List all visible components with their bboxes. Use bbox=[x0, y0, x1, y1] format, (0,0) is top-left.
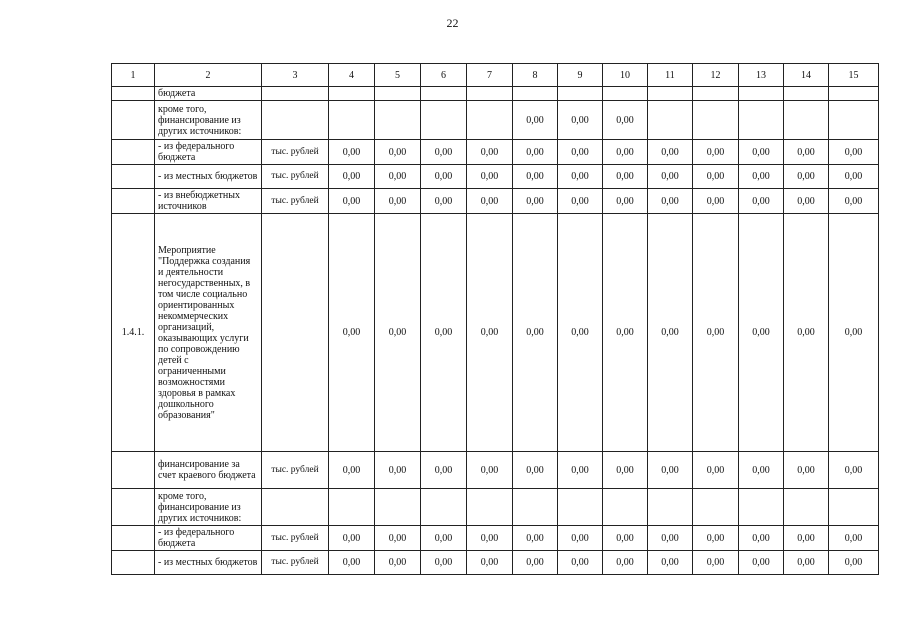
value-cell: 0,00 bbox=[693, 189, 739, 214]
value-cell bbox=[603, 87, 648, 101]
row-name: - из федерального бюджета bbox=[155, 526, 262, 551]
column-header: 4 bbox=[329, 64, 375, 87]
column-header: 6 bbox=[421, 64, 467, 87]
value-cell: 0,00 bbox=[513, 165, 558, 189]
table-row bbox=[112, 526, 879, 551]
value-cell: 0,00 bbox=[693, 165, 739, 189]
value-cell: 0,00 bbox=[558, 101, 603, 140]
value-cell: 0,00 bbox=[375, 140, 421, 165]
value-cell bbox=[558, 489, 603, 526]
row-number bbox=[112, 526, 155, 551]
value-cell: 0,00 bbox=[784, 165, 829, 189]
value-cell bbox=[693, 489, 739, 526]
row-unit bbox=[262, 214, 329, 452]
value-cell: 0,00 bbox=[375, 551, 421, 575]
row-name: финансирование за счет краевого бюджета bbox=[155, 452, 262, 489]
column-header: 7 bbox=[467, 64, 513, 87]
value-cell bbox=[558, 87, 603, 101]
value-cell: 0,00 bbox=[784, 551, 829, 575]
value-cell bbox=[829, 489, 879, 526]
row-number bbox=[112, 140, 155, 165]
value-cell: 0,00 bbox=[603, 551, 648, 575]
value-cell: 0,00 bbox=[693, 551, 739, 575]
value-cell bbox=[739, 489, 784, 526]
row-number bbox=[112, 189, 155, 214]
value-cell bbox=[648, 101, 693, 140]
column-header: 1 bbox=[112, 64, 155, 87]
value-cell bbox=[329, 489, 375, 526]
value-cell bbox=[329, 101, 375, 140]
row-unit bbox=[262, 87, 329, 101]
row-unit bbox=[262, 101, 329, 140]
value-cell: 0,00 bbox=[784, 526, 829, 551]
value-cell: 0,00 bbox=[467, 551, 513, 575]
value-cell: 0,00 bbox=[829, 140, 879, 165]
column-header: 5 bbox=[375, 64, 421, 87]
value-cell: 0,00 bbox=[603, 140, 648, 165]
value-cell: 0,00 bbox=[513, 551, 558, 575]
value-cell: 0,00 bbox=[558, 140, 603, 165]
column-header: 9 bbox=[558, 64, 603, 87]
value-cell: 0,00 bbox=[739, 189, 784, 214]
row-unit bbox=[262, 489, 329, 526]
table-row bbox=[112, 214, 879, 452]
table-row bbox=[112, 489, 879, 526]
column-header: 3 bbox=[262, 64, 329, 87]
table-row bbox=[112, 551, 879, 575]
value-cell bbox=[693, 101, 739, 140]
value-cell: 0,00 bbox=[693, 140, 739, 165]
value-cell: 0,00 bbox=[421, 452, 467, 489]
value-cell: 0,00 bbox=[329, 165, 375, 189]
value-cell bbox=[693, 87, 739, 101]
value-cell: 0,00 bbox=[558, 526, 603, 551]
value-cell: 0,00 bbox=[739, 551, 784, 575]
value-cell: 0,00 bbox=[829, 189, 879, 214]
value-cell: 0,00 bbox=[513, 526, 558, 551]
value-cell: 0,00 bbox=[375, 452, 421, 489]
value-cell: 0,00 bbox=[421, 526, 467, 551]
value-cell: 0,00 bbox=[421, 165, 467, 189]
value-cell: 0,00 bbox=[603, 452, 648, 489]
table-row bbox=[112, 165, 879, 189]
value-cell bbox=[739, 101, 784, 140]
value-cell: 0,00 bbox=[375, 165, 421, 189]
value-cell bbox=[784, 101, 829, 140]
row-name: кроме того, финансирование из других источников: bbox=[155, 101, 262, 140]
value-cell: 0,00 bbox=[513, 214, 558, 452]
value-cell: 0,00 bbox=[829, 165, 879, 189]
value-cell: 0,00 bbox=[603, 189, 648, 214]
column-header: 14 bbox=[784, 64, 829, 87]
row-name: - из федерального бюджета bbox=[155, 140, 262, 165]
value-cell: 0,00 bbox=[829, 214, 879, 452]
row-name: Мероприятие "Поддержка создания и деятельности негосударственных, в том числе социально ориентированных некоммерческих организаций, оказывающих услуги по сопровождению детей с ограниченными возможностями здоровья в рамках дошкольного образования" bbox=[155, 214, 262, 452]
value-cell: 0,00 bbox=[784, 189, 829, 214]
row-number bbox=[112, 452, 155, 489]
value-cell: 0,00 bbox=[513, 189, 558, 214]
value-cell: 0,00 bbox=[329, 214, 375, 452]
column-header: 11 bbox=[648, 64, 693, 87]
value-cell: 0,00 bbox=[467, 140, 513, 165]
value-cell: 0,00 bbox=[421, 140, 467, 165]
value-cell bbox=[329, 87, 375, 101]
row-number bbox=[112, 165, 155, 189]
value-cell bbox=[375, 489, 421, 526]
value-cell bbox=[467, 489, 513, 526]
row-name: - из местных бюджетов bbox=[155, 551, 262, 575]
value-cell: 0,00 bbox=[558, 551, 603, 575]
value-cell: 0,00 bbox=[421, 214, 467, 452]
table-row bbox=[112, 452, 879, 489]
value-cell: 0,00 bbox=[603, 526, 648, 551]
value-cell bbox=[739, 87, 784, 101]
value-cell: 0,00 bbox=[784, 140, 829, 165]
value-cell: 0,00 bbox=[329, 452, 375, 489]
value-cell: 0,00 bbox=[513, 140, 558, 165]
row-unit: тыс. рублей bbox=[262, 551, 329, 575]
row-unit: тыс. рублей bbox=[262, 165, 329, 189]
value-cell bbox=[784, 489, 829, 526]
row-number bbox=[112, 489, 155, 526]
column-header: 10 bbox=[603, 64, 648, 87]
row-name: - из местных бюджетов bbox=[155, 165, 262, 189]
value-cell bbox=[513, 489, 558, 526]
row-unit: тыс. рублей bbox=[262, 140, 329, 165]
value-cell: 0,00 bbox=[329, 526, 375, 551]
value-cell: 0,00 bbox=[739, 526, 784, 551]
value-cell: 0,00 bbox=[739, 452, 784, 489]
value-cell: 0,00 bbox=[693, 526, 739, 551]
value-cell: 0,00 bbox=[467, 214, 513, 452]
value-cell: 0,00 bbox=[739, 214, 784, 452]
value-cell: 0,00 bbox=[329, 551, 375, 575]
value-cell: 0,00 bbox=[829, 551, 879, 575]
value-cell: 0,00 bbox=[648, 165, 693, 189]
value-cell: 0,00 bbox=[467, 526, 513, 551]
column-header: 12 bbox=[693, 64, 739, 87]
table-row bbox=[112, 101, 879, 140]
value-cell bbox=[421, 489, 467, 526]
row-number: 1.4.1. bbox=[112, 214, 155, 452]
value-cell: 0,00 bbox=[648, 551, 693, 575]
value-cell bbox=[603, 489, 648, 526]
value-cell: 0,00 bbox=[739, 140, 784, 165]
value-cell: 0,00 bbox=[648, 526, 693, 551]
row-number bbox=[112, 551, 155, 575]
row-number bbox=[112, 101, 155, 140]
row-unit: тыс. рублей bbox=[262, 189, 329, 214]
value-cell bbox=[829, 87, 879, 101]
column-header: 15 bbox=[829, 64, 879, 87]
value-cell: 0,00 bbox=[648, 140, 693, 165]
table-row bbox=[112, 87, 879, 101]
value-cell: 0,00 bbox=[693, 214, 739, 452]
value-cell bbox=[421, 101, 467, 140]
value-cell bbox=[784, 87, 829, 101]
value-cell: 0,00 bbox=[421, 189, 467, 214]
value-cell bbox=[375, 87, 421, 101]
row-name: кроме того, финансирование из других источников: bbox=[155, 489, 262, 526]
value-cell: 0,00 bbox=[693, 452, 739, 489]
row-unit: тыс. рублей bbox=[262, 526, 329, 551]
value-cell bbox=[648, 87, 693, 101]
row-unit: тыс. рублей bbox=[262, 452, 329, 489]
value-cell: 0,00 bbox=[513, 101, 558, 140]
value-cell: 0,00 bbox=[784, 452, 829, 489]
column-header: 8 bbox=[513, 64, 558, 87]
value-cell: 0,00 bbox=[375, 526, 421, 551]
table-row bbox=[112, 140, 879, 165]
value-cell: 0,00 bbox=[784, 214, 829, 452]
value-cell: 0,00 bbox=[421, 551, 467, 575]
value-cell: 0,00 bbox=[829, 452, 879, 489]
value-cell: 0,00 bbox=[329, 140, 375, 165]
column-header: 2 bbox=[155, 64, 262, 87]
value-cell bbox=[467, 87, 513, 101]
value-cell bbox=[421, 87, 467, 101]
value-cell bbox=[467, 101, 513, 140]
value-cell: 0,00 bbox=[467, 189, 513, 214]
budget-table bbox=[111, 63, 879, 575]
value-cell bbox=[648, 489, 693, 526]
value-cell: 0,00 bbox=[829, 526, 879, 551]
value-cell: 0,00 bbox=[375, 189, 421, 214]
page-number: 22 bbox=[446, 16, 459, 30]
value-cell: 0,00 bbox=[603, 214, 648, 452]
value-cell: 0,00 bbox=[603, 165, 648, 189]
value-cell: 0,00 bbox=[375, 214, 421, 452]
row-name: - из внебюджетных источников bbox=[155, 189, 262, 214]
value-cell: 0,00 bbox=[648, 452, 693, 489]
value-cell: 0,00 bbox=[558, 452, 603, 489]
table-header-row bbox=[112, 64, 879, 87]
value-cell: 0,00 bbox=[648, 214, 693, 452]
value-cell: 0,00 bbox=[513, 452, 558, 489]
value-cell bbox=[829, 101, 879, 140]
value-cell: 0,00 bbox=[558, 214, 603, 452]
value-cell: 0,00 bbox=[558, 165, 603, 189]
value-cell: 0,00 bbox=[467, 165, 513, 189]
value-cell bbox=[513, 87, 558, 101]
row-name: бюджета bbox=[155, 87, 262, 101]
column-header: 13 bbox=[739, 64, 784, 87]
value-cell: 0,00 bbox=[329, 189, 375, 214]
value-cell: 0,00 bbox=[648, 189, 693, 214]
value-cell: 0,00 bbox=[603, 101, 648, 140]
value-cell: 0,00 bbox=[739, 165, 784, 189]
row-number bbox=[112, 87, 155, 101]
value-cell bbox=[375, 101, 421, 140]
value-cell: 0,00 bbox=[467, 452, 513, 489]
table-row bbox=[112, 189, 879, 214]
value-cell: 0,00 bbox=[558, 189, 603, 214]
